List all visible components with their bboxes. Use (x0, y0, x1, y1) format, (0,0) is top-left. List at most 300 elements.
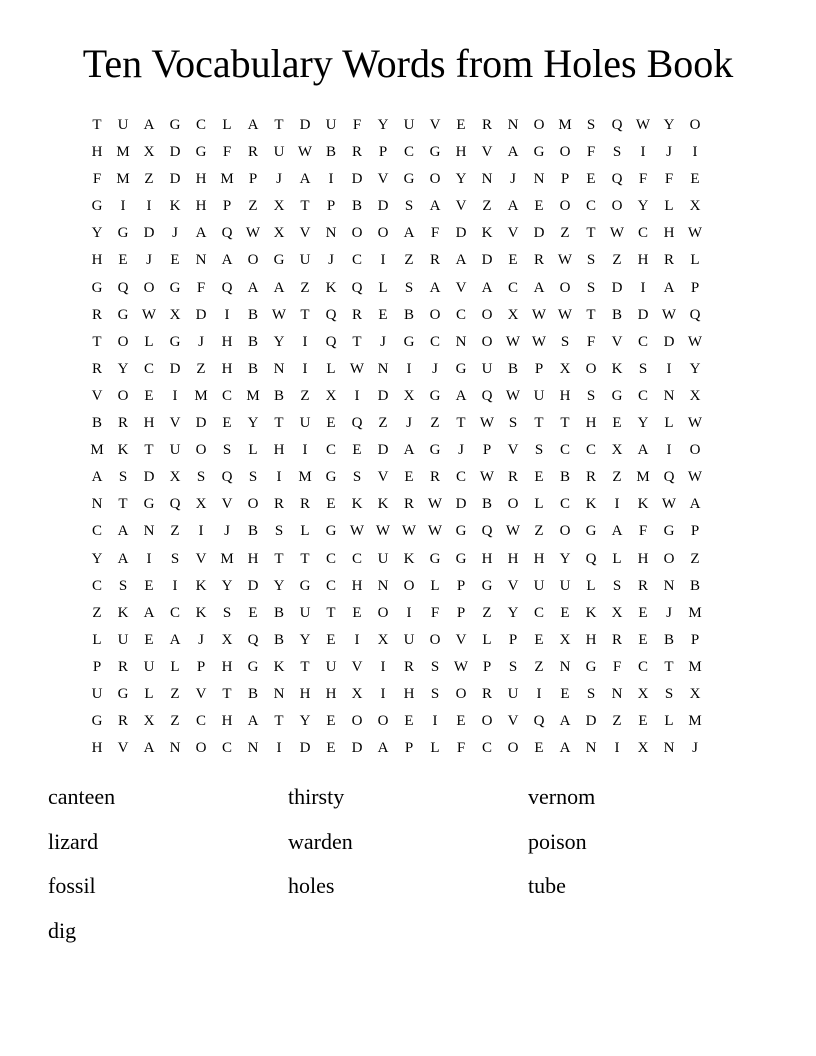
grid-letter: D (455, 496, 467, 513)
grid-letter: U (403, 631, 415, 648)
grid-letter: C (195, 117, 206, 133)
grid-letter: D (143, 469, 155, 486)
grid-letter: C (533, 604, 544, 621)
grid-letter: L (170, 658, 180, 675)
grid-letter: O (429, 171, 441, 188)
grid-letter: B (325, 144, 336, 161)
grid-letter: T (586, 306, 596, 323)
grid-letter: N (663, 387, 675, 404)
grid-letter: I (614, 496, 620, 513)
grid-letter: A (143, 117, 155, 133)
grid-letter: O (429, 631, 441, 648)
grid-letter: A (403, 225, 415, 242)
grid-letter: Y (299, 631, 311, 648)
grid-letter: N (143, 523, 155, 540)
grid-letter: H (559, 387, 571, 404)
grid-letter: C (143, 360, 154, 377)
grid-letter: J (666, 144, 672, 161)
grid-letter: S (404, 279, 414, 296)
grid-letter: W (505, 333, 521, 350)
grid-letter: C (325, 550, 336, 567)
grid-letter: U (299, 604, 311, 621)
grid-letter: A (247, 279, 259, 296)
grid-letter: N (377, 360, 389, 377)
grid-letter: U (325, 117, 337, 133)
grid-letter: W (427, 523, 443, 540)
grid-letter: Q (221, 279, 233, 296)
grid-letter: H (221, 360, 233, 377)
grid-letter: X (169, 469, 181, 486)
grid-letter: N (325, 225, 337, 242)
grid-letter: J (666, 604, 672, 621)
grid-letter: R (117, 658, 128, 675)
grid-letter: Z (300, 279, 310, 296)
grid-letter: Q (325, 333, 337, 350)
grid-letter: V (169, 415, 181, 432)
grid-letter: S (586, 387, 596, 404)
grid-letter: M (688, 604, 702, 621)
grid-letter: X (559, 360, 571, 377)
grid-letter: F (456, 740, 466, 757)
grid-letter: L (378, 279, 388, 296)
grid-letter: K (585, 496, 597, 513)
grid-letter: R (299, 496, 310, 513)
grid-letter: W (271, 306, 287, 323)
grid-letter: B (663, 631, 674, 648)
grid-letter: N (91, 496, 103, 513)
grid-letter: U (533, 387, 545, 404)
grid-letter: T (92, 117, 102, 133)
grid-letter: O (481, 713, 493, 730)
grid-letter: D (585, 713, 597, 730)
letter-grid (84, 112, 708, 762)
grid-letter: W (141, 306, 157, 323)
grid-letter: W (479, 469, 495, 486)
grid-letter: S (248, 469, 258, 486)
grid-letter: R (481, 685, 492, 702)
grid-letter: Z (170, 685, 180, 702)
grid-letter: P (456, 604, 466, 621)
grid-letter: E (586, 171, 596, 188)
grid-letter: I (276, 469, 282, 486)
grid-letter: X (507, 306, 519, 323)
grid-letter: I (120, 198, 126, 215)
grid-letter: V (611, 333, 623, 350)
grid-letter: L (144, 685, 154, 702)
grid-letter: C (169, 604, 180, 621)
grid-letter: L (430, 740, 440, 757)
grid-letter: X (273, 225, 285, 242)
grid-letter: S (274, 523, 284, 540)
grid-letter: U (169, 442, 181, 459)
grid-letter: C (559, 442, 570, 459)
grid-letter: Y (507, 604, 519, 621)
grid-letter: O (559, 523, 571, 540)
grid-letter: O (117, 333, 129, 350)
grid-letter: F (638, 171, 648, 188)
grid-letter: V (507, 713, 519, 730)
grid-letter: S (222, 604, 232, 621)
grid-letter: U (117, 631, 129, 648)
grid-letter: W (349, 523, 365, 540)
grid-letter: A (559, 740, 571, 757)
grid-letter: O (689, 117, 701, 133)
grid-letter: Q (117, 279, 129, 296)
grid-letter: O (195, 442, 207, 459)
grid-letter: S (196, 469, 206, 486)
grid-letter: E (404, 713, 414, 730)
grid-letter: G (325, 469, 337, 486)
grid-letter: G (533, 144, 545, 161)
grid-letter: H (663, 225, 675, 242)
grid-letter: I (640, 144, 646, 161)
grid-letter: O (507, 496, 519, 513)
grid-letter: L (92, 631, 102, 648)
grid-letter: Z (482, 198, 492, 215)
grid-letter: E (534, 631, 544, 648)
grid-letter: G (611, 387, 623, 404)
grid-letter: H (455, 144, 467, 161)
grid-letter: E (144, 577, 154, 594)
grid-letter: G (299, 577, 311, 594)
grid-letter: F (196, 279, 206, 296)
grid-letter: E (144, 631, 154, 648)
grid-letter: T (274, 550, 284, 567)
grid-letter: X (143, 713, 155, 730)
grid-letter: R (403, 496, 414, 513)
grid-letter: E (560, 604, 570, 621)
grid-letter: O (559, 279, 571, 296)
grid-letter: Y (117, 360, 129, 377)
grid-letter: J (458, 442, 464, 459)
grid-letter: A (247, 117, 259, 133)
grid-letter: V (299, 225, 311, 242)
grid-letter: C (195, 713, 206, 730)
grid-letter: W (453, 658, 469, 675)
grid-letter: G (273, 252, 285, 269)
grid-letter: B (273, 604, 284, 621)
grid-letter: I (640, 279, 646, 296)
word-list-item: holes (288, 873, 335, 898)
grid-letter: K (273, 658, 285, 675)
grid-letter: M (688, 713, 702, 730)
grid-letter: I (146, 198, 152, 215)
grid-letter: M (298, 469, 312, 486)
grid-letter: J (510, 171, 516, 188)
grid-letter: N (377, 577, 389, 594)
grid-letter: C (637, 225, 648, 242)
grid-letter: U (91, 685, 103, 702)
grid-letter: Z (170, 523, 180, 540)
word-list-item: vernom (528, 784, 596, 809)
grid-letter: I (302, 333, 308, 350)
grid-letter: V (91, 387, 103, 404)
grid-letter: T (534, 415, 544, 432)
grid-letter: A (169, 631, 181, 648)
grid-letter: C (91, 577, 102, 594)
grid-letter: X (169, 306, 181, 323)
grid-letter: Z (482, 604, 492, 621)
grid-letter: X (689, 685, 701, 702)
grid-letter: U (559, 577, 571, 594)
grid-letter: B (481, 496, 492, 513)
grid-letter: O (247, 252, 259, 269)
grid-letter: S (586, 252, 596, 269)
grid-letter: C (221, 387, 232, 404)
grid-letter: W (531, 306, 547, 323)
grid-letter: A (117, 550, 129, 567)
grid-letter: L (248, 442, 258, 459)
grid-letter: Q (247, 631, 259, 648)
grid-letter: M (194, 387, 208, 404)
grid-letter: T (118, 496, 128, 513)
grid-letter: S (118, 577, 128, 594)
grid-letter: N (663, 740, 675, 757)
grid-letter: N (585, 740, 597, 757)
grid-letter: C (585, 198, 596, 215)
grid-letter: R (91, 360, 102, 377)
grid-letter: E (638, 631, 648, 648)
grid-letter: C (637, 387, 648, 404)
grid-letter: W (557, 306, 573, 323)
grid-letter: A (143, 740, 155, 757)
grid-letter: C (507, 279, 518, 296)
grid-letter: Z (612, 469, 622, 486)
grid-letter: Z (430, 415, 440, 432)
grid-letter: I (432, 713, 438, 730)
grid-letter: H (221, 658, 233, 675)
grid-letter: D (533, 225, 545, 242)
grid-letter: T (326, 604, 336, 621)
grid-letter: V (507, 577, 519, 594)
grid-letter: C (481, 740, 492, 757)
grid-letter: I (146, 550, 152, 567)
grid-letter: E (118, 252, 128, 269)
grid-letter: S (430, 658, 440, 675)
grid-letter: Z (378, 415, 388, 432)
grid-letter: W (479, 415, 495, 432)
grid-letter: Q (481, 523, 493, 540)
grid-letter: Z (300, 387, 310, 404)
grid-letter: O (559, 198, 571, 215)
grid-letter: V (507, 225, 519, 242)
grid-letter: I (172, 387, 178, 404)
grid-letter: G (195, 144, 207, 161)
grid-letter: Z (534, 658, 544, 675)
grid-letter: X (377, 631, 389, 648)
word-list-item: poison (528, 828, 587, 854)
page-title: Ten Vocabulary Words from Holes Book (82, 41, 734, 86)
grid-letter: H (481, 550, 493, 567)
grid-letter: C (455, 469, 466, 486)
grid-letter: O (663, 550, 675, 567)
grid-letter: T (274, 415, 284, 432)
grid-letter: O (143, 279, 155, 296)
grid-letter: G (403, 171, 415, 188)
grid-letter: X (637, 740, 649, 757)
grid-letter: I (380, 252, 386, 269)
grid-letter: G (91, 198, 103, 215)
grid-letter: G (429, 550, 441, 567)
grid-letter: B (351, 198, 362, 215)
grid-letter: G (585, 523, 597, 540)
grid-letter: Q (481, 387, 493, 404)
grid-letter: Y (91, 550, 103, 567)
grid-letter: H (221, 713, 233, 730)
grid-letter: H (403, 685, 415, 702)
grid-letter: G (117, 685, 129, 702)
grid-letter: G (429, 442, 441, 459)
grid-letter: H (299, 685, 311, 702)
grid-letter: G (169, 333, 181, 350)
grid-letter: Z (534, 523, 544, 540)
grid-letter: Q (611, 117, 623, 133)
word-list-item: canteen (48, 784, 116, 809)
grid-letter: V (429, 117, 441, 133)
grid-letter: G (117, 225, 129, 242)
grid-letter: I (380, 658, 386, 675)
grid-letter: T (274, 713, 284, 730)
grid-letter: K (377, 496, 389, 513)
grid-letter: Z (248, 198, 258, 215)
grid-letter: Y (455, 171, 467, 188)
grid-letter: U (507, 685, 519, 702)
grid-letter: B (247, 306, 258, 323)
grid-letter: X (559, 631, 571, 648)
grid-letter: V (351, 658, 363, 675)
grid-letter: N (507, 117, 519, 133)
grid-letter: D (351, 171, 363, 188)
grid-letter: C (325, 577, 336, 594)
grid-letter: A (299, 171, 311, 188)
grid-letter: A (689, 496, 701, 513)
grid-letter: H (91, 740, 103, 757)
grid-letter: T (274, 117, 284, 133)
grid-letter: F (664, 171, 674, 188)
grid-letter: F (92, 171, 102, 188)
grid-letter: E (326, 713, 336, 730)
grid-letter: I (406, 604, 412, 621)
grid-letter: A (403, 442, 415, 459)
grid-letter: P (456, 577, 466, 594)
grid-letter: G (429, 387, 441, 404)
grid-letter: G (455, 550, 467, 567)
grid-letter: V (377, 469, 389, 486)
grid-letter: O (689, 442, 701, 459)
grid-letter: Q (221, 225, 233, 242)
grid-letter: A (117, 523, 129, 540)
grid-letter: V (455, 279, 467, 296)
grid-letter: O (585, 360, 597, 377)
grid-letter: C (585, 442, 596, 459)
grid-letter: M (246, 387, 260, 404)
grid-letter: Z (170, 713, 180, 730)
grid-letter: B (559, 469, 570, 486)
grid-letter: L (664, 198, 674, 215)
grid-letter: R (403, 658, 414, 675)
grid-letter: W (427, 496, 443, 513)
grid-letter: R (663, 252, 674, 269)
grid-letter: U (143, 658, 155, 675)
grid-letter: O (351, 225, 363, 242)
grid-letter: O (117, 387, 129, 404)
grid-letter: V (455, 631, 467, 648)
grid-letter: C (637, 658, 648, 675)
grid-letter: W (245, 225, 261, 242)
grid-letter: P (482, 442, 492, 459)
grid-letter: B (247, 685, 258, 702)
grid-letter: S (638, 360, 648, 377)
grid-letter: C (637, 333, 648, 350)
grid-letter: N (195, 252, 207, 269)
grid-letter: S (612, 144, 622, 161)
grid-letter: W (505, 523, 521, 540)
grid-letter: M (558, 117, 572, 133)
grid-letter: U (299, 252, 311, 269)
grid-letter: Q (169, 496, 181, 513)
grid-letter: Y (299, 713, 311, 730)
grid-letter: J (432, 360, 438, 377)
grid-letter: Q (585, 550, 597, 567)
grid-letter: N (273, 360, 285, 377)
grid-letter: T (456, 415, 466, 432)
grid-letter: G (455, 523, 467, 540)
grid-letter: V (221, 496, 233, 513)
grid-letter: H (143, 415, 155, 432)
grid-letter: O (533, 117, 545, 133)
grid-letter: A (507, 198, 519, 215)
grid-letter: T (352, 333, 362, 350)
grid-letter: V (117, 740, 129, 757)
grid-letter: T (300, 198, 310, 215)
grid-letter: B (273, 631, 284, 648)
grid-letter: D (481, 252, 493, 269)
grid-letter: P (196, 658, 206, 675)
grid-letter: W (557, 252, 573, 269)
grid-letter: P (404, 740, 414, 757)
grid-letter: H (195, 171, 207, 188)
grid-letter: T (300, 550, 310, 567)
grid-letter: B (689, 577, 700, 594)
grid-letter: E (326, 740, 336, 757)
grid-letter: E (638, 604, 648, 621)
grid-letter: D (377, 198, 389, 215)
grid-letter: R (429, 469, 440, 486)
grid-letter: H (533, 550, 545, 567)
grid-letter: H (247, 550, 259, 567)
grid-letter: G (169, 117, 181, 133)
grid-letter: I (224, 306, 230, 323)
grid-letter: B (273, 387, 284, 404)
grid-letter: K (117, 442, 129, 459)
grid-letter: X (611, 604, 623, 621)
grid-letter: D (195, 415, 207, 432)
grid-letter: G (91, 279, 103, 296)
grid-letter: F (222, 144, 232, 161)
grid-letter: W (297, 144, 313, 161)
grid-letter: Q (221, 469, 233, 486)
grid-letter: J (380, 333, 386, 350)
grid-letter: R (585, 469, 596, 486)
grid-letter: I (276, 740, 282, 757)
grid-letter: S (586, 685, 596, 702)
grid-letter: I (380, 685, 386, 702)
grid-letter: E (456, 117, 466, 133)
grid-letter: X (689, 198, 701, 215)
grid-letter: B (91, 415, 102, 432)
grid-letter: W (505, 387, 521, 404)
grid-letter: A (429, 279, 441, 296)
